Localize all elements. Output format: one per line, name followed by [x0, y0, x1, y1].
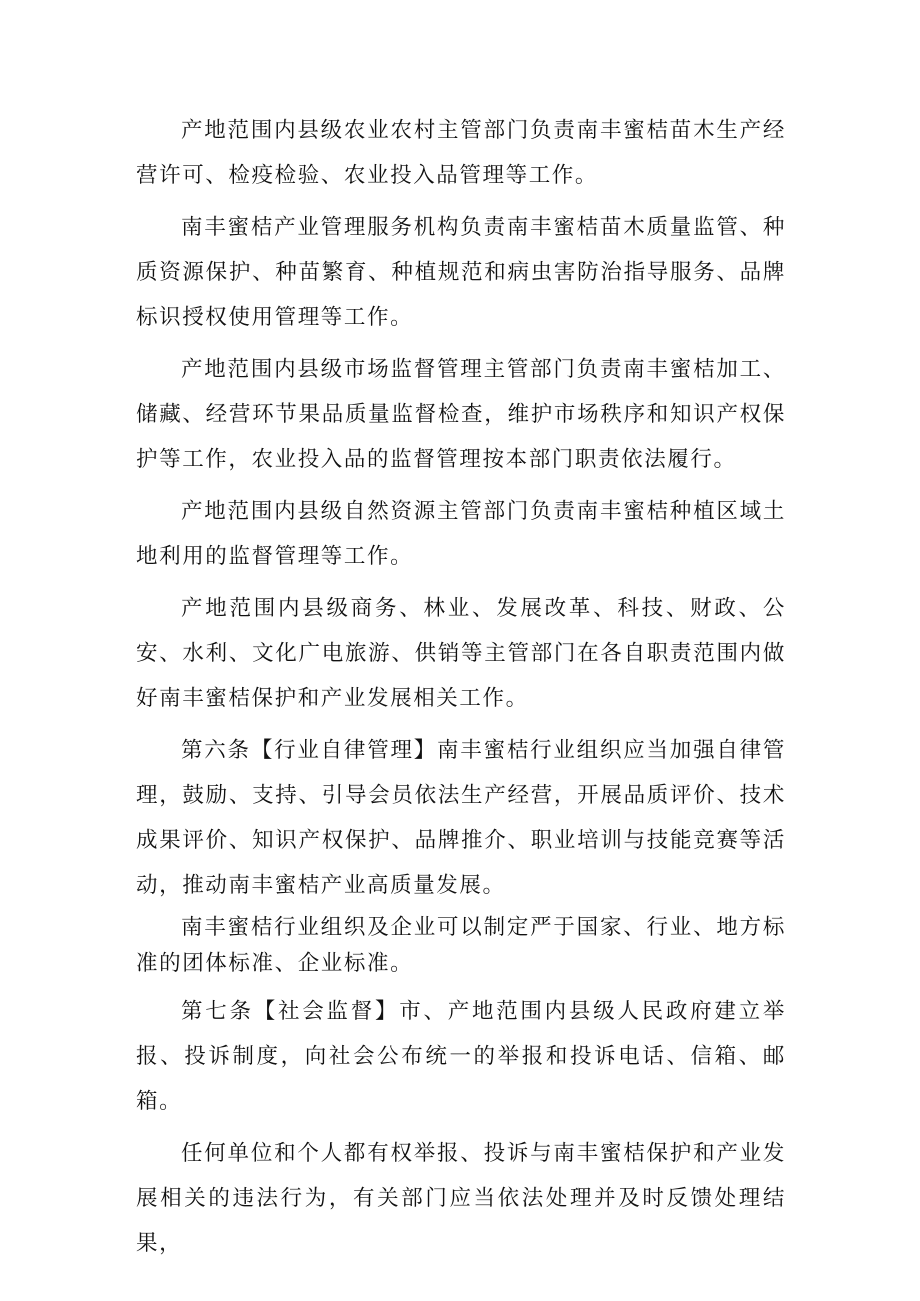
paragraph-article-7: 第七条【社会监督】市、产地范围内县级人民政府建立举报、投诉制度，向社会公布统一的举报和投诉电话、信箱、邮箱。	[136, 999, 786, 1114]
paragraph-natural-resources-dept: 产地范围内县级自然资源主管部门负责南丰蜜桔种植区域土地利用的监督管理等工作。	[136, 499, 786, 569]
paragraph-market-supervision-dept: 产地范围内县级市场监督管理主管部门负责南丰蜜桔加工、储藏、经营环节果品质量监督检查，维护市场秩序和知识产权保护等工作，农业投入品的监督管理按本部门职责依法履行。	[136, 357, 786, 472]
paragraph-industry-service-agency: 南丰蜜桔产业管理服务机构负责南丰蜜桔苗木质量监管、种质资源保护、种苗繁育、种植规范和病虫害防治指导服务、品牌标识授权使用管理等工作。	[136, 215, 786, 330]
paragraph-other-departments: 产地范围内县级商务、林业、发展改革、科技、财政、公安、水利、文化广电旅游、供销等主管部门在各自职责范围内做好南丰蜜桔保护和产业发展相关工作。	[136, 596, 786, 711]
paragraph-group-standards: 南丰蜜桔行业组织及企业可以制定严于国家、行业、地方标准的团体标准、企业标准。	[136, 915, 786, 976]
paragraph-article-6: 第六条【行业自律管理】南丰蜜桔行业组织应当加强自律管理，鼓励、支持、引导会员依法生产经营，开展品质评价、技术成果评价、知识产权保护、品牌推介、职业培训与技能竞赛等活动，推动南丰蜜桔产业高质量发展。	[136, 738, 786, 898]
paragraph-agriculture-dept: 产地范围内县级农业农村主管部门负责南丰蜜桔苗木生产经营许可、检疫检验、农业投入品管理等工作。	[136, 118, 786, 188]
document-page	[136, 108, 786, 1266]
paragraph-reporting-rights: 任何单位和个人都有权举报、投诉与南丰蜜桔保护和产业发展相关的违法行为，有关部门应当依法处理并及时反馈处理结果，	[136, 1141, 786, 1256]
